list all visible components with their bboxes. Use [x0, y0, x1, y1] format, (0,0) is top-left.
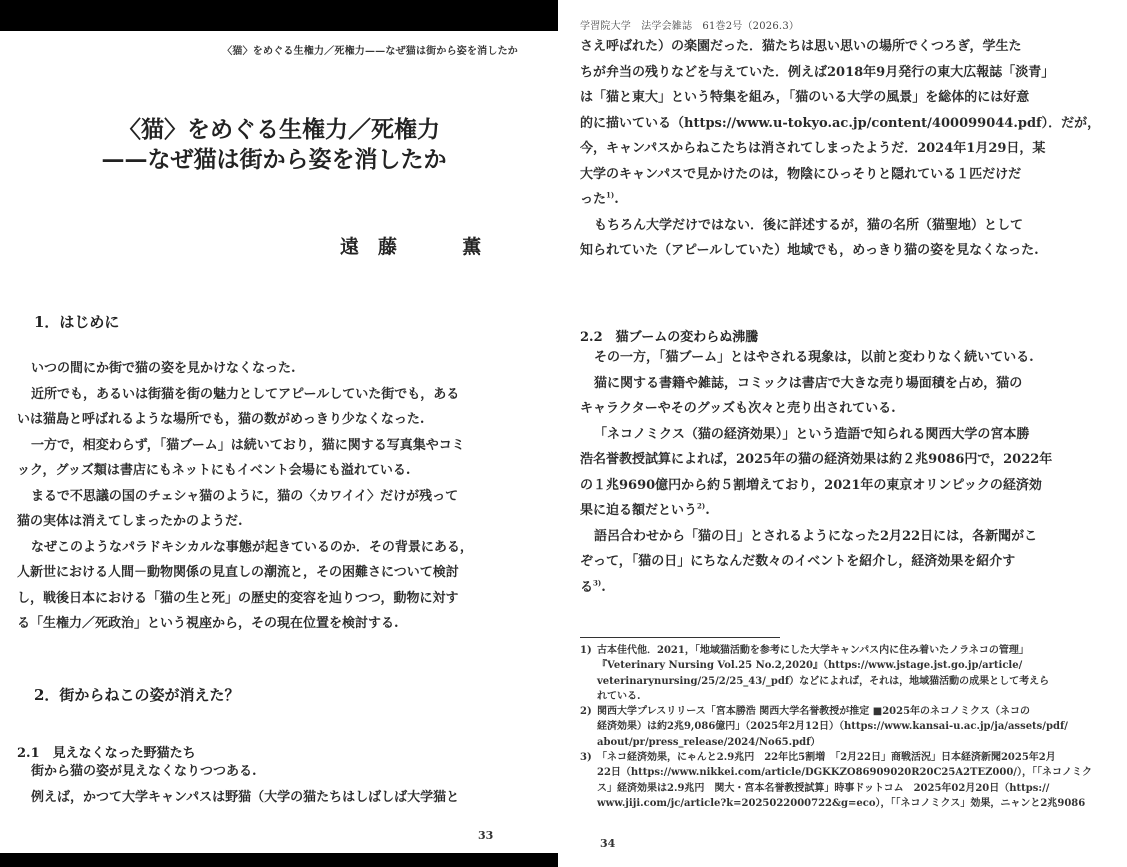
footnote-1: [580, 643, 1100, 704]
title-line-1: 〈猫〉をめぐる生権力／死権力: [118, 116, 440, 143]
text-line: さえ呼ばれた）の楽園だった．猫たちは思い思いの場所でくつろぎ，学生た: [580, 39, 1022, 54]
section-2-1-body: [17, 759, 517, 810]
text-line: 例えば，かつて大学キャンパスは野猫（大学の猫たちはしばしば大学猫と: [31, 789, 460, 805]
footnote-line: about/pr/press_release/2024/No65.pdf）: [597, 736, 821, 748]
footnote-line: れている.: [597, 690, 641, 702]
text-line: 街から猫の姿が見えなくなりつつある.: [31, 764, 257, 779]
footnote-line: 「ネコ経済効果，にゃんと2.9兆円 22年比5割増 「2月22日」商戦活況」日本経済新聞2025年2月: [597, 752, 1056, 764]
subsection-heading-2-2: 2.2 猫ブームの変わらぬ沸騰: [580, 330, 759, 345]
footnote-line: 22日（https://www.nikkei.com/article/DGKKZO86909020R20C25A2TEZ000/），「「ネコノミク: [597, 767, 1092, 779]
footnote-line: www.jiji.com/jc/article?k=2025022000722&g=eco），「「ネコノミクス」効果，ニャンと2兆9086: [597, 797, 1086, 809]
subsection-heading-2-1: 2.1 見えなくなった野猫たち: [17, 746, 196, 761]
text-line: 的に描いている（https://www.u-tokyo.ac.jp/content/400099044.pdf）．だが，: [580, 115, 1101, 131]
page-number: 34: [600, 837, 616, 850]
text-fragment: る: [580, 579, 594, 595]
title-line-2: ——なぜ猫は街から姿を消したか: [101, 146, 447, 173]
text-line: 知られていた（アピールしていた）地域でも，めっきり猫の姿を見なくなった.: [580, 243, 1039, 258]
footnote-line: 『Veterinary Nursing Vol.25 No.2,2020』（https://www.jstage.jst.go.jp/article/: [597, 660, 1023, 672]
footnote-line: 関西大学プレスリリース「宮本勝浩 関西大学名誉教授が推定 ■2025年のネコノミクス（ネコの: [597, 706, 1030, 718]
text-line: 大学のキャンパスで見かけたのは，物陰にひっそりと隠れている１匹だけだ: [580, 166, 1022, 182]
running-head: 〈猫〉をめぐる生権力／死権力——なぜ猫は街から姿を消したか: [222, 46, 518, 57]
author-name: [340, 232, 481, 259]
footnote-ref-3[interactable]: 3): [593, 578, 602, 588]
text-line: 語呂合わせから「猫の日」とされるようになった2月22日には，各新聞がこ: [594, 528, 1038, 544]
author-family-name: 遠 藤: [340, 236, 398, 258]
text-line: もちろん大学だけではない．後に詳述するが，猫の名所（猫聖地）として: [594, 217, 1024, 233]
text-line: る「生権力／死政治」という視座から，その現在位置を検討する.: [17, 616, 399, 631]
section-1-body: [17, 356, 517, 637]
text-line: 猫の実体は消えてしまったかのようだ.: [17, 514, 243, 529]
text-line: ちが弁当の残りなどを与えていた．例えば2018年9月発行の東大広報誌「淡青」: [580, 64, 1055, 80]
scan-border-top: [0, 0, 558, 31]
text-line: [580, 187, 1080, 213]
section-heading-1: 1．はじめに: [34, 313, 120, 331]
footnote-line: ス」経済効果は2.9兆円 関大・宮本名誉教授試算」時事ドットコム 2025年02月20日（https://: [597, 782, 1050, 794]
footnote-ref-2[interactable]: 2): [697, 501, 706, 511]
scan-border-bottom: [0, 853, 558, 867]
text-line: まるで不思議の国のチェシャ猫のように，猫の〈カワイイ〉だけが残って: [31, 488, 459, 504]
footnote-number: 1): [580, 645, 592, 656]
text-fragment: 果に迫る額だという: [580, 503, 698, 518]
paragraph-1: [580, 34, 1101, 264]
left-page: [0, 0, 558, 867]
text-line: の１兆9690億円から約５割増えており，2021年の東京オリンピックの経済効: [580, 477, 1042, 493]
footnote-line: 古本佳代他．2021，「地域猫活動を参考にした大学キャンパス内に住み着いたノラネコの管理」: [597, 645, 1029, 656]
footnotes: [580, 643, 1100, 811]
text-line: キャラクターやそのグッズも次々と売り出されている.: [580, 401, 896, 416]
text-line: なぜこのようなパラドキシカルな事態が起きているのか．その背景にある，: [31, 539, 473, 555]
text-fragment: .: [705, 503, 710, 518]
right-page: [558, 0, 1127, 867]
author-given-name: 薫: [462, 236, 482, 258]
footnote-line: 経済効果）は約2兆9,086億円」（2025年2月12日）（https://www.kansai-u.ac.jp/ja/assets/pdf/: [597, 721, 1068, 733]
article-title: [0, 115, 558, 175]
footnote-2: [580, 704, 1100, 750]
text-fragment: .: [614, 192, 619, 207]
text-line: 今，キャンパスからねこたちは消されてしまったようだ．2024年1月29日，某: [580, 141, 1046, 156]
text-line: し，戦後日本における「猫の生と死」の歴史的変容を辿りつつ，動物に対す: [17, 590, 459, 606]
section-2-2-body: [580, 345, 1080, 600]
text-line: [580, 498, 1080, 524]
section-heading-2: 2．街からねこの姿が消えた？: [34, 686, 240, 704]
footnote-ref-1[interactable]: 1): [606, 190, 615, 200]
text-fragment: った: [580, 192, 607, 207]
page-number: 33: [478, 829, 494, 842]
footnote-divider: [580, 637, 780, 638]
text-line: 「ネコノミクス（猫の経済効果）」という造語で知られる関西大学の宮本勝: [594, 426, 1030, 442]
text-line: [580, 575, 1080, 601]
text-line: いつの間にか街で猫の姿を見かけなくなった.: [31, 361, 296, 376]
footnote-number: 3): [580, 752, 592, 764]
text-line: は「猫と東大」という特集を組み，「猫のいる大学の風景」を総体的には好意: [580, 90, 1030, 105]
text-line: いは猫島と呼ばれるような場所でも，猫の数がめっきり少なくなった.: [17, 412, 425, 427]
text-line: 浩名誉教授試算によれば，2025年の猫の経済効果は約２兆9086円で，2022年: [580, 452, 1053, 467]
footnote-line: veterinarynursing/25/2/25_43/_pdf）などによれば，それは，地域猫活動の成果として考えら: [597, 675, 1050, 687]
text-line: その一方，「猫ブーム」とはやされる現象は，以前と変わりなく続いている.: [594, 350, 1034, 365]
text-line: ぞって，「猫の日」にちなんだ数々のイベントを紹介し，経済効果を紹介す: [580, 554, 1016, 569]
running-head: 学習院大学 法学会雑誌 61巻2号（2026.3）: [580, 21, 800, 32]
text-line: 人新世における人間－動物関係の見直しの潮流と，その困難さについて検討: [17, 565, 459, 580]
text-fragment: .: [601, 579, 606, 595]
footnote-3: [580, 750, 1100, 811]
text-line: ック，グッズ類は書店にもネットにもイベント会場にも溢れている.: [17, 463, 411, 478]
text-line: 一方で，相変わらず，「猫ブーム」は続いており，猫に関する写真集やコミ: [31, 437, 465, 453]
text-line: 猫に関する書籍や雑誌，コミックは書店で大きな売り場面積を占め，猫の: [594, 375, 1023, 391]
text-line: 近所でも，あるいは街猫を街の魅力としてアピールしていた街でも，ある: [31, 386, 460, 402]
footnote-number: 2): [580, 706, 592, 718]
